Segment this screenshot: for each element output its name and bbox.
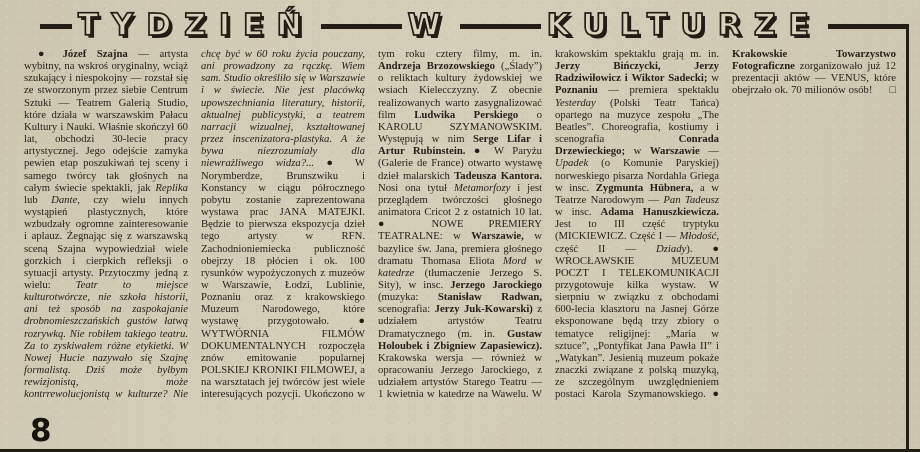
text-segment: □ [889,84,896,97]
text-segment: Dante [51,193,78,206]
text-segment: Jerzy Bińczycki, Jerzy Radziwiłowicz i Wiktor Sadecki; [555,60,719,85]
text-segment: ). [686,242,713,255]
text-segment: Jest to III część tryptyku (MICKIEWICZ. Część I — [555,218,719,243]
text-segment: — premiera spektaklu [597,84,719,97]
text-segment: Gustaw Holoubek i Zbigniew Zapasiewicz). [378,327,542,352]
text-segment: Zygmunta Hübnera, [595,181,694,194]
text-segment: Poznaniu [555,84,598,97]
text-segment: Warszawie, [471,230,524,243]
text-segment: , część II — [555,230,719,255]
text-segment: Teatr to miejsce kulturotwórcze, nie szkoła historii, ani też sposób na zaspokajanie drobnomieszczańskich gustów łatwą rozrywką. Nie robiłem takiego teatru. Za to zyskiwałem różne etykietki. W Nowej Hucie nazywało się Szajnę formalistą. Dziś może byłbym rewizjonistą, może kontrrewolucjonistą w kulturze? Nie chcę być w 60 roku życia pouczany, ani prowadzony za rączkę. Wiem sam. Studio określiło się w Warszawie i w świecie. Nie jest placówką upowszechniania literatury, historii, aktualnej publicystyki, a teatrem narracji wizualnej, kształtowanej przez inscenizatora-plastyka. A że bywa niezrozumiały dla niewrażliwego widza?... [24,48,365,401]
page-number: 8 [30,413,52,449]
text-segment: Krakowska wersja — również w opracowaniu Jerzego Jarockiego, z udziałem artystów Starego Teatru — 1 kwietnia w katedrze na Wawelu. W krakowskim spektaklu grają m. in. [378,48,719,401]
page-header [34,5,909,47]
text-segment: ● [38,48,63,60]
text-segment: Conrada Drzewieckiego; [555,133,719,158]
right-border-rule [906,27,909,451]
text-segment: w [707,72,719,85]
text-segment: W Paryżu (Galerie de France) otwarto wystawę dzieł malarskich [378,145,542,182]
text-segment: W Norymberdze, Brunszwiku i Konstancy w ciągu półrocznego pobytu zostanie zaprezentowana wystawa prac JANA MATEJKI. Będzie to pierwsza ekspozycja dzieł tego artysty w RFN. Zachodnioniemiecka publiczność obejrzy 18 płócien i ok. 100 rysunków wypożyczonych z muzeów w Warszawie, Łodzi, Lublinie, Poznaniu oraz z krakowskiego Muzeum Narodowego, które wystawę przygotowało. [201,157,365,328]
text-segment: Krakowskie Towarzystwo Fotograficzne [732,48,896,73]
text-segment: (Polski Teatr Tańca) opartego na muzyce zespołu „The Beatles”. Choreografia, kostiumy i scenografia [555,96,719,146]
text-segment: z udziałem artystów Teatru Dramatycznego (m. in. [378,303,543,340]
text-segment: (muzyka: [378,291,438,304]
text-segment: Młodość [679,230,717,243]
text-segment: — artysta wybitny, na wskroś oryginalny, wciąż szukający i niespokojny — rozstał się ze stworzonym przez siebie Centrum Sztuki — Teatrem Galerią Studio, które działa w warszawskim Pałacu Kultury i Nauki. Właśnie skończył 60 lat, obchodzi 30-lecie pracy artystycznej. Jego odejście zamyka pewien etap poszukiwań tej sceny i samego twórcy tak głośnych na całym świecie spektakli, jak [24,48,188,194]
text-segment: Nosi ona tytuł [378,181,454,194]
text-segment: o KAROLU SZYMANOWSKIM. Występują w nim [378,108,542,146]
text-segment: i jest przeglądem twórczości głośnego animatora Cricot 2 z ostatnich 10 lat. [378,181,542,219]
header-dash [321,24,402,29]
header-word-tydzien: TYDZIEŃ [78,8,315,43]
text-segment: Pan Tadeusz [663,193,719,206]
header-dash [40,24,72,29]
text-segment: Józef Szajna [62,48,128,60]
text-segment: , czy wielu innych wystąpień plastycznych, które wzbudzały ogromne zainteresowanie i aplauz. Żegnając się z warszawską sceną Szajna wypowiedział wiele gorzkich i cierpkich refleksji o sytuacji artysty. Przytoczmy jedną z wielu: [24,193,188,291]
text-segment: Jerzy Juk-Kowarski) [434,303,533,316]
text-segment: ● [358,315,365,328]
text-segment: NOWE PREMIERY TEATRALNE: w [378,218,542,243]
text-segment: ● [378,218,432,231]
text-segment: („Ślady”) o reliktach kultury żydowskiej we wsiach Kielecczyzny. Z obecnie realizowanych warto zasygnalizować film [378,60,542,121]
text-segment: ● [314,157,355,170]
text-segment: Tadeusza Kantora. [454,169,542,182]
text-segment: ● [712,388,719,401]
text-segment: Stanisław Radwan, [437,291,542,304]
text-segment: Adama Hanuszkiewicza. [600,206,719,219]
text-segment: w [625,145,650,158]
header-word-w: W [407,8,454,43]
text-segment: Replika [155,181,188,194]
text-segment: Dziady [656,242,687,255]
text-segment: a w Teatrze Narodowym — [555,181,719,206]
text-segment: WROCŁAWSKIE MUZEUM POCZT I TELEKOMUNIKACJI przygotowuje kilka wystaw. W sierpniu w związku z obchodami 600-lecia klasztoru na Jasnej Górze eksponowane będą trzy zbiory o tematyce religijnej: „Maria w sztuce”, „Pontyfikat Jana Pawła II” i „Watykan”. Jesienią muzeum pokaże znaczki związane z polską muzyką, ze szczególnym uwzględnieniem postaci Karola Szymanowskiego. [555,254,719,401]
text-segment: Andrzeja Brzozowskiego [378,60,496,73]
text-segment: Warszawie [649,145,700,158]
text-segment: Ludwika Perskiego [414,108,519,121]
text-segment: w insc. [555,206,601,219]
text-segment: Upadek [555,157,589,170]
text-segment: (o Komunie Paryskiej) norweskiego pisarza Nordahla Griega w insc. [555,157,719,194]
text-segment: lub [24,193,52,206]
text-segment: WYTWÓRNIA FILMÓW DOKUMENTALNYCH rozpoczęła znów emitowanie popularnej POLSKIEJ KRONIKI FILMOWEJ, a na warsztatach jej twórców jest wiele interesujących pozycji. Ukończono w tym roku cztery filmy, m. in. [201,48,542,401]
text-segment [465,145,473,157]
text-segment: Serge Lifar i Artur Rubinstein. [378,133,542,158]
text-segment: ● [712,242,719,255]
text-segment: w bazylice św. Jana, premiera głośnego dramatu Thomasa Eliota [378,230,542,267]
text-segment: Metamorfozy [453,181,511,194]
header-dash [460,24,541,29]
text-segment: Mord w katedrze [378,254,543,279]
text-segment: zorganizowało już 12 prezentacji aktów — VENUS, które obejrzało ok. 70 milionów osób! [732,60,896,97]
text-segment: — [699,145,719,158]
text-segment: (tłumaczenie Jerzego S. Sity), w insc. [378,266,542,291]
article-body [24,48,896,411]
text-segment: Jerzego Jarockiego [450,278,542,291]
header-dash [828,24,909,29]
text-segment: ● [473,145,495,158]
header-word-kulturze: KULTURZE [546,8,823,43]
text-segment: Yesterday [555,96,596,109]
text-segment: scenografia: [378,303,435,316]
